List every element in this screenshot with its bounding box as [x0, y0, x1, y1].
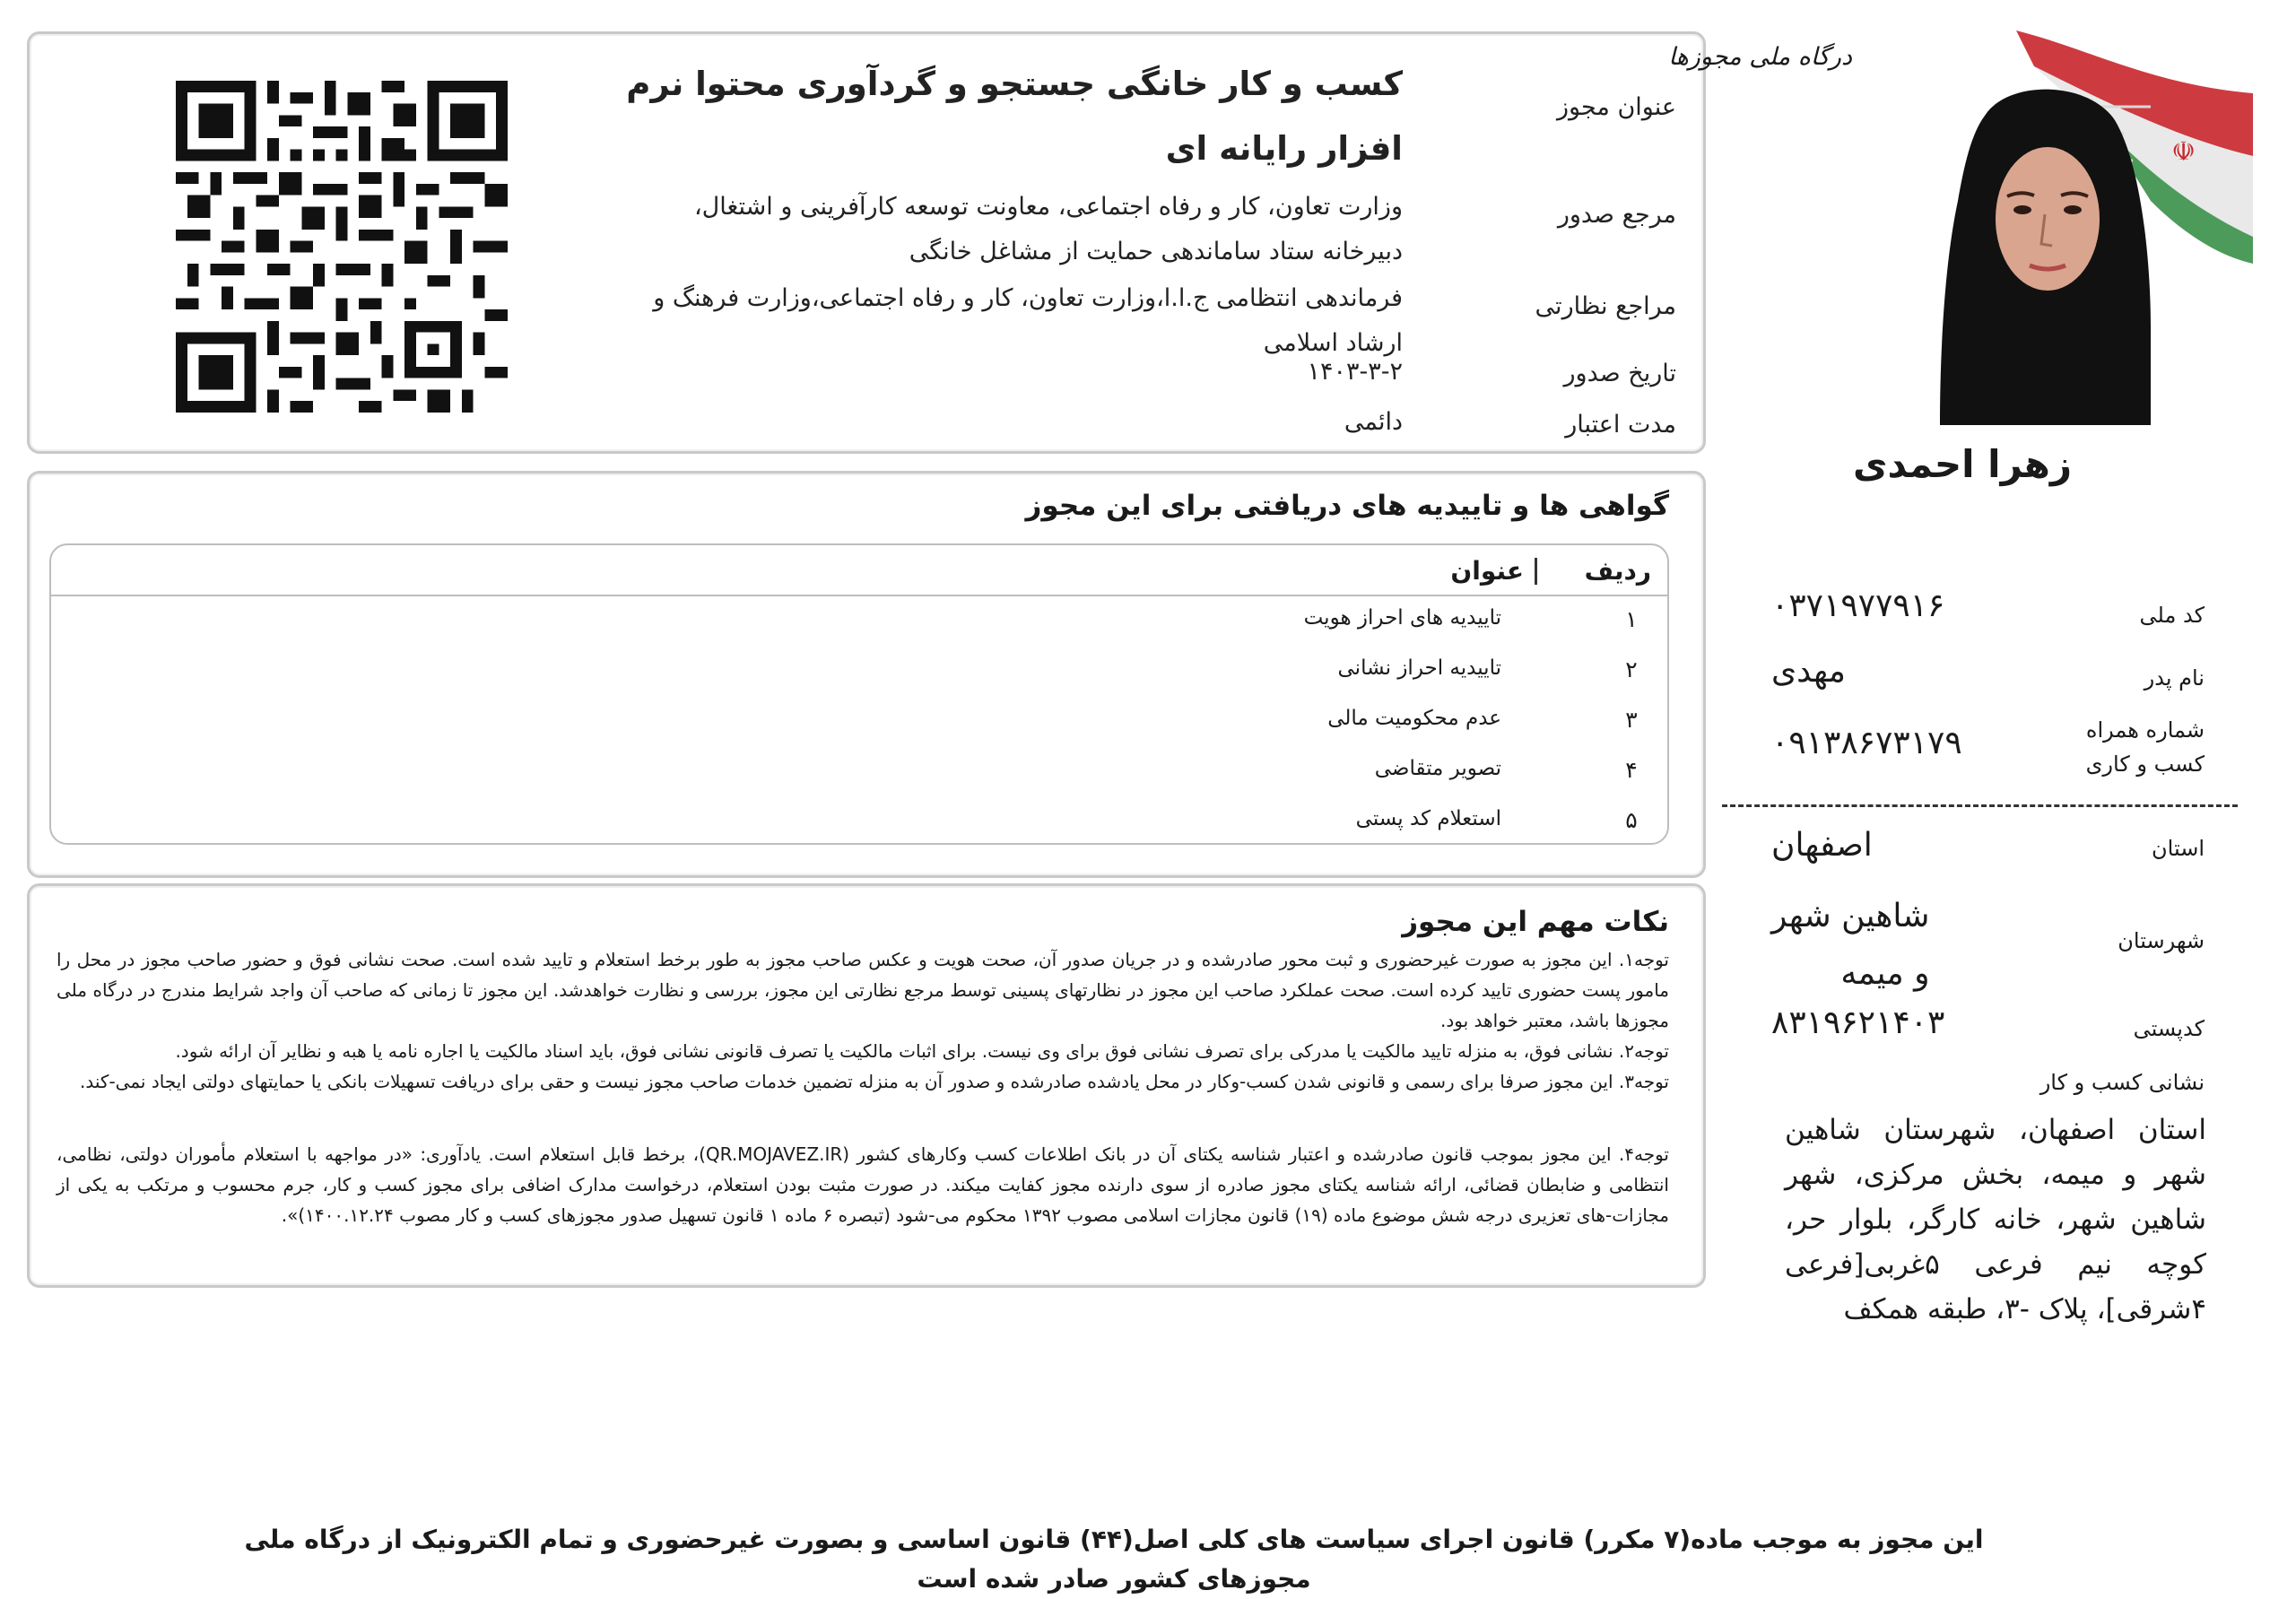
row-title: تاییدیه احراز نشانی: [1337, 656, 1501, 680]
note-2: توجه۲. نشانی فوق، به منزله تایید مالکیت یا مدرکی برای تصرف نشانی فوق برای وی نیست. برای اثبات مالکیت یا تصرف قانونی نشانی فوق، باید اسناد مالکیت یا اجاره نامه یا هبه و نظایر آن ارائه شود.: [175, 1040, 1669, 1062]
supervisors-line2: ارشاد اسلامی: [1263, 329, 1403, 357]
license-title-line1: کسب و کار خانگی جستجو و گردآوری محتوا نرم: [626, 65, 1403, 103]
address-label: نشانی کسب و کار: [2039, 1070, 2205, 1095]
issuer-label: مرجع صدور: [1557, 201, 1676, 229]
supervisors-label: مراجع نظارتی: [1535, 292, 1676, 320]
note-3: توجه۳. این مجوز صرفا برای رسمی و قانونی شدن کسب-وکار در محل یادشده صادرشده و صدور آن به منزله تضمین خدمات صاحب مجوز نیست و حقی برای دریافت تسهیلات بانکی یا حمایتهای دولتی ایجاد نمی-کند.: [80, 1071, 1669, 1092]
license-info-card: [27, 31, 1706, 454]
footer-legal-text: این مجوز به موجب ماده(۷ مکرر) قانون اجرای سیاست های کلی اصل(۴۴) قانون اساسی و بصورت غیرحضوری و تمام الکترونیک از درگاه ملی مجوزهای کشور صادر شده است: [244, 1525, 1984, 1594]
issuer-line2: دبیرخانه ستاد ساماندهی حمایت از مشاغل خانگی: [909, 238, 1403, 265]
county-value: [1771, 888, 1929, 1003]
certificates-card: [27, 471, 1706, 878]
table-row: [51, 807, 1667, 857]
row-number: ۴: [1625, 757, 1638, 783]
row-title: تاییدیه های احراز هویت: [1303, 606, 1501, 630]
applicant-photo-icon: [1855, 30, 2253, 430]
province-value: اصفهان: [1771, 827, 1873, 864]
issue-date-value: ۱۴۰۳-۳-۲: [1307, 358, 1403, 386]
license-title-label: عنوان مجوز: [1557, 93, 1676, 121]
address-value: استان اصفهان، شهرستان شاهین شهر و میمه، بخش مرکزی، شهر شاهین شهر، خانه کارگر، بلوار حر، کوچه نیم فرعی ۵غربی[فرعی ۴شرقی]، پلاک -۳، طبقه همکف: [1785, 1114, 2206, 1325]
table-row: [51, 757, 1667, 807]
father-name-value: مهدی: [1771, 653, 1846, 690]
license-title-value: [371, 52, 1403, 181]
county-line1: شاهین شهر: [1771, 898, 1930, 934]
validity-label: مدت اعتبار: [1565, 411, 1676, 439]
postal-code-label: کدپستی: [2133, 1016, 2205, 1041]
row-number: ۳: [1625, 707, 1638, 733]
national-code-label: کد ملی: [2139, 603, 2205, 628]
supervisors-line1: فرماندهی انتظامی ج.ا.ا،وزارت تعاون، کار و رفاه اجتماعی،وزارت فرهنگ و: [653, 284, 1403, 312]
issuer-value: [371, 185, 1403, 274]
important-notes-card: [27, 883, 1706, 1288]
county-line2: و میمه: [1840, 955, 1930, 992]
note-1: توجه۱. این مجوز به صورت غیرحضوری و ثبت محور صادرشده و در جریان صدور آن، صحت هویت و عکس صاحب مجوز به طور برخط استعلام و تایید شده است. صحت نشانی فوق و حضور صاحب مجوز در محل را مامور پست حضوری تایید کرده است. صحت عملکرد صاحب این مجوز در نظارتهای پسینی توسط مرجع نظارتی این مجوز، بررسی و نظارت خواهدشد. این مجوز تا زمانی که صاحب آن واجد شرایط مندرج در درگاه ملی مجوزها باشد، معتبر خواهد بود.: [57, 949, 1669, 1031]
license-title-line2: افزار رایانه ای: [1165, 129, 1403, 168]
certificates-heading: گواهی ها و تاییدیه های دریافتی برای این مجوز: [1025, 490, 1669, 522]
mobile-label-line2: کسب و کاری: [2085, 752, 2205, 777]
notes-heading: نکات مهم این مجوز: [1402, 906, 1669, 938]
province-label: استان: [2152, 836, 2205, 861]
mobile-label: [2086, 713, 2205, 781]
portal-logo: درگاه ملی مجوزها: [1668, 43, 1852, 71]
row-number: ۱: [1625, 606, 1638, 632]
row-number: ۵: [1625, 807, 1638, 833]
supervisors-value: [371, 276, 1403, 366]
issue-date-label: تاریخ صدور: [1563, 360, 1676, 387]
issuer-line1: وزارت تعاون، کار و رفاه اجتماعی، معاونت توسعه کارآفرینی و اشتغال،: [693, 193, 1403, 221]
table-row: [51, 606, 1667, 656]
table-row: [51, 707, 1667, 757]
svg-text:☫: ☫: [2171, 136, 2196, 168]
row-title: تصویر متقاضی: [1374, 757, 1501, 780]
postal-code-value: ۸۳۱۹۶۲۱۴۰۳: [1771, 1004, 1945, 1041]
mobile-label-line1: شماره همراه: [2085, 717, 2205, 743]
validity-value: دائمی: [1344, 408, 1403, 436]
column-header-row: ردیف: [1584, 556, 1651, 586]
row-number: ۲: [1625, 656, 1638, 682]
dashed-divider: [1722, 804, 2238, 807]
note-4: توجه۴. این مجوز بموجب قانون صادرشده و اعتبار شناسه یکتای آن در بانک اطلاعات کسب وکارهای کشور (QR.MOJAVEZ.IR)، برخط قابل استعلام است. یادآوری: «در مواجهه با استعلام مأموران دولتی، نظامی، انتظامی و ضابطان قضائی، ارائه شناسه یکتای مجوز صادره از سوی دارنده مجوز کفایت میکند. در صورت مثبت بودن استعلام، درخواست مدارک اضافی برای مجوز کسب و کار، جرم محسوب و مرتکب به یکی از مجازات-های تعزیری درجه شش موضوع ماده (۱۹) قانون مجازات اسلامی مصوب ۱۳۹۲ محکوم می-شود (تبصره ۶ ماده ۱ قانون تسهیل صدور مجوزهای کسب و کار مصوب ۱۴۰۰.۱۲.۲۴)».: [57, 1143, 1669, 1226]
father-name-label: نام پدر: [2144, 665, 2205, 691]
qr-code-icon: [171, 81, 512, 413]
mobile-value: ۰۹۱۳۸۶۷۳۱۷۹: [1771, 725, 1962, 761]
table-row: [51, 656, 1667, 707]
national-code-value: ۰۳۷۱۹۷۷۹۱۶: [1771, 587, 1945, 624]
county-label: شهرستان: [2118, 928, 2205, 953]
holder-name: زهرا احمدی: [1852, 442, 2072, 486]
header-separator: [1535, 558, 1537, 585]
certificates-table: [49, 543, 1669, 845]
row-title: عدم محکومیت مالی: [1327, 707, 1501, 730]
row-title: استعلام کد پستی: [1355, 807, 1501, 830]
column-header-title: عنوان: [1450, 556, 1524, 586]
header-rule: [51, 595, 1667, 596]
